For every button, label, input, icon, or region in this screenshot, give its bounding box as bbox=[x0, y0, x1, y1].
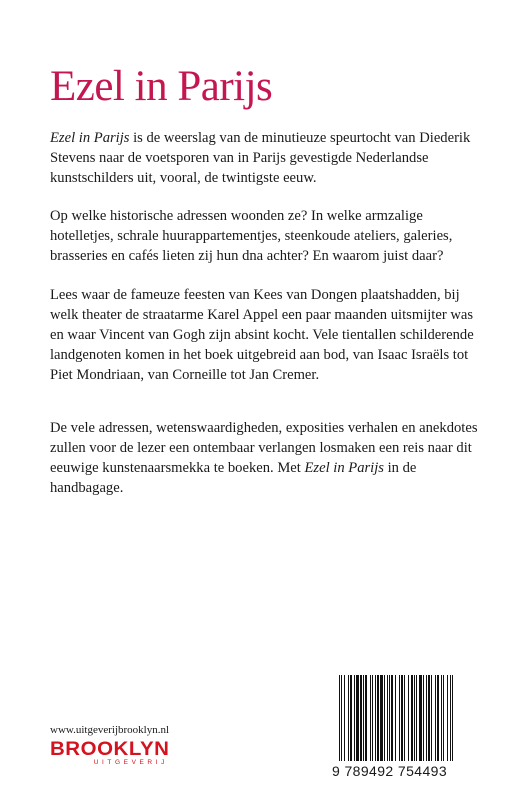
publisher-logo-subtitle: UITGEVERIJ bbox=[93, 759, 168, 766]
blurb-paragraph-1 bbox=[50, 128, 480, 188]
blurb-paragraph-1-text: is de weerslag van de minutieuze speurtocht van Diederik Stevens naar de voetsporen van in Parijs gevestigde Nederlandse kunstschilders uit, vooral, de twintigste eeuw. bbox=[50, 130, 471, 186]
book-title: Ezel in Parijs bbox=[50, 63, 273, 110]
blurb-paragraph-2: Op welke historische adressen woonden ze? In welke armzalige hotelletjes, schrale huurappartementjes, steenkoude ateliers, galeries, brasseries en cafés lieten zij hun dna achter? En waarom juist daar? bbox=[50, 208, 453, 264]
isbn-number: 9 789492 754493 bbox=[332, 763, 447, 779]
book-title-italic: Ezel in Parijs bbox=[50, 130, 130, 146]
isbn-barcode bbox=[332, 668, 460, 786]
publisher-logo bbox=[50, 739, 172, 767]
publisher-logo-wordmark: BROOKLYN bbox=[50, 738, 170, 760]
blurb-paragraph-4 bbox=[50, 418, 480, 498]
blurb-paragraph-4-text-start: De vele adressen, wetenswaardigheden, exposities verhalen en anekdotes zullen voor de lezer een ontembaar verlangen losmaken een reis naar dit eeuwige kunstenaarsmekka te boeken. Met bbox=[50, 420, 478, 476]
publisher-website: www.uitgeverijbrooklyn.nl bbox=[50, 724, 170, 736]
blurb-paragraph-4-text-end: in de handbagage. bbox=[50, 460, 417, 496]
blurb-paragraph-3: Lees waar de fameuze feesten van Kees van Dongen plaatshadden, bij welk theater de straatarme Karel Appel een paar maanden uitsmijter was en waar Vincent van Gogh zijn absint kocht. Vele tientallen schilderende landgenoten komen in het boek uitgebreid aan bod, van Isaac Israëls tot Piet Mondriaan, van Corneille tot Jan Cremer. bbox=[50, 287, 474, 383]
book-title-italic: Ezel in Parijs bbox=[304, 460, 384, 476]
barcode-bars bbox=[339, 675, 453, 761]
